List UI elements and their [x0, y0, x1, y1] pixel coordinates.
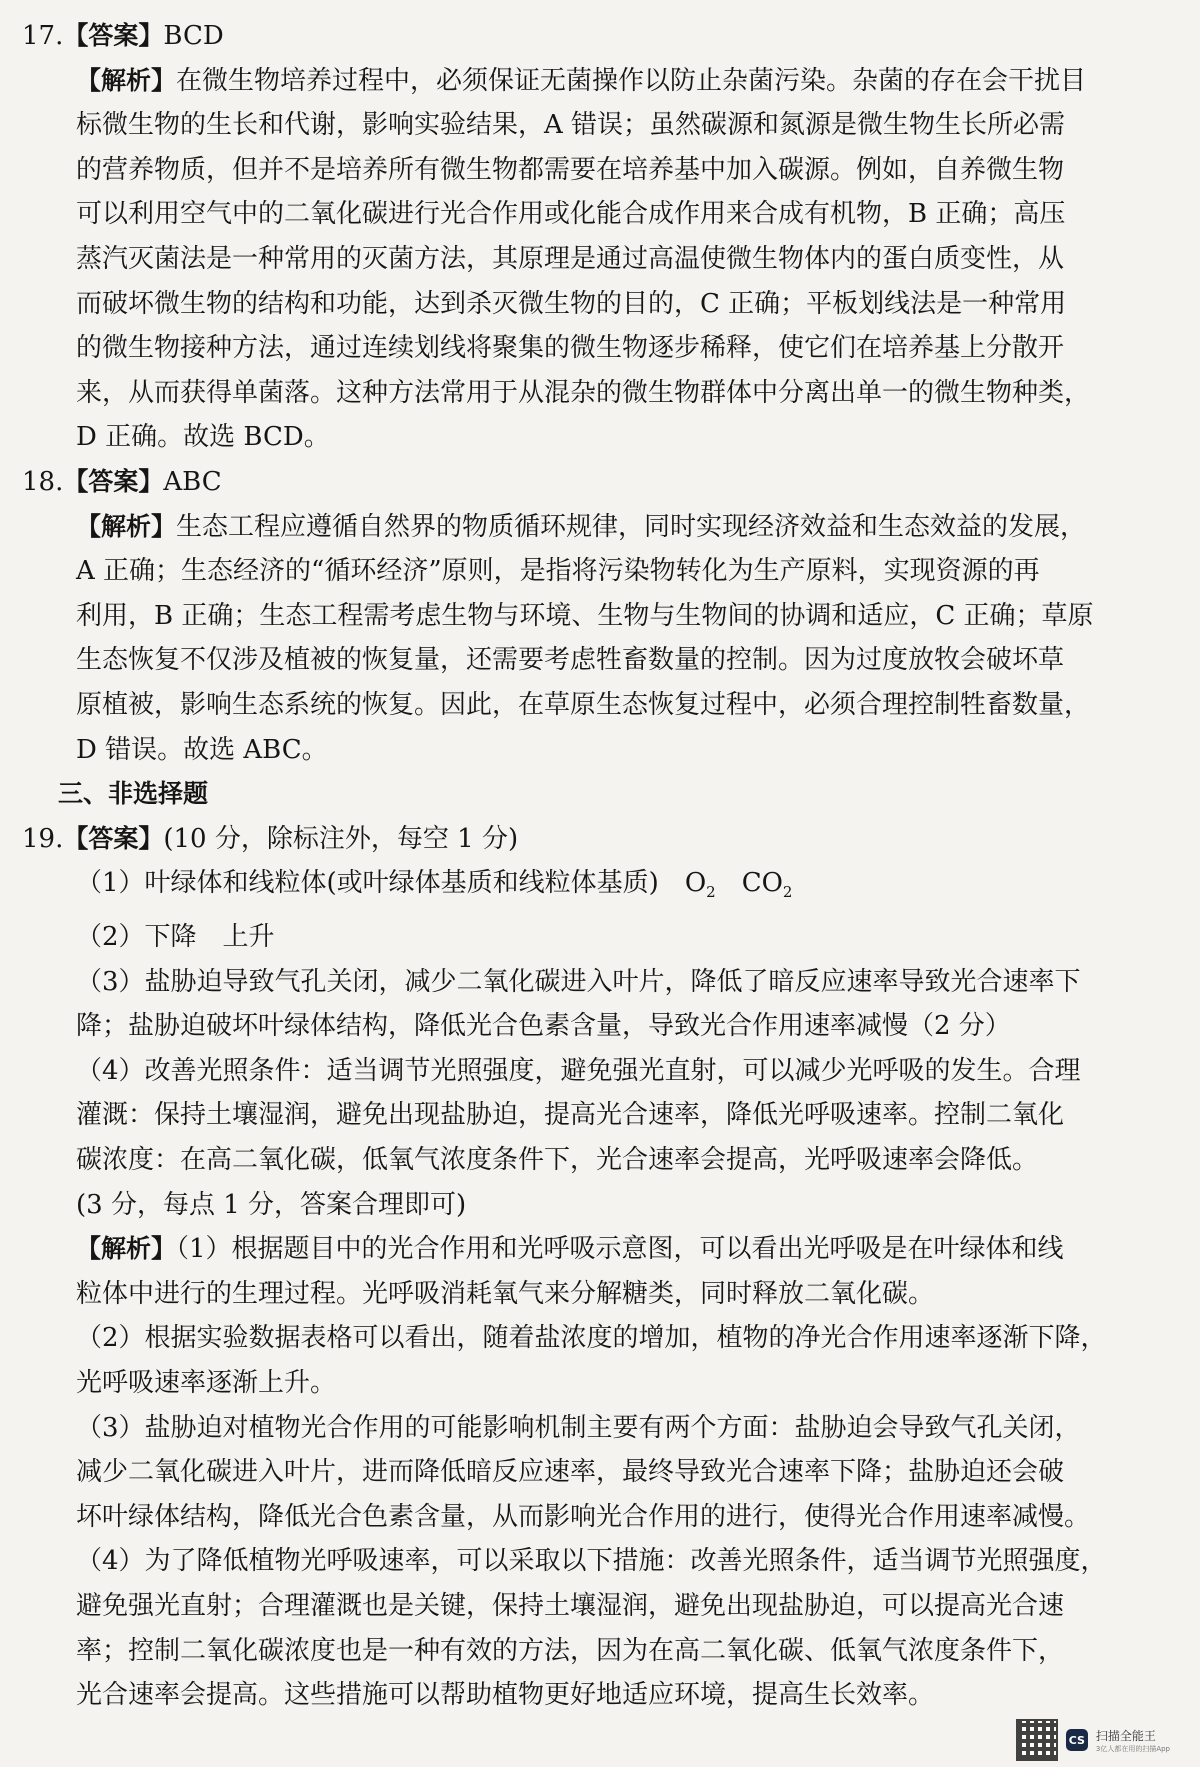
q18-answer-tag: 【答案】 [63, 466, 164, 496]
watermark-title: 扫描全能王 [1095, 1728, 1156, 1743]
q17-analysis-text: 标微生物的生长和代谢，影响实验结果，A 错误；虽然碳源和氮源是微生物生长所必需 [76, 110, 1066, 141]
q19-analysis-text: 光合速率会提高。这些措施可以帮助植物更好地适应环境，提高生长效率。 [76, 1680, 935, 1711]
q17-analysis-tag: 【解析】 [76, 65, 177, 95]
q19-analysis-text: （3）盐胁迫对植物光合作用的可能影响机制主要有两个方面：盐胁迫会导致气孔关闭， [76, 1412, 1081, 1443]
q19-answer-1-co: CO [715, 868, 783, 899]
subscript: 2 [706, 883, 716, 902]
q18-answer: ABC [163, 466, 222, 497]
q19-answer-4: 碳浓度：在高二氧化碳，低氧气浓度条件下，光合速率会提高，光呼吸速率会降低。 [76, 1145, 1039, 1176]
q17-analysis-text: 可以利用空气中的二氧化碳进行光合作用或化能合成作用来合成有机物，B 正确；高压 [76, 199, 1066, 230]
q17-analysis-line [22, 59, 1144, 104]
q19-answer-line [22, 817, 1144, 862]
q19-answer-2: （2）下降 上升 [76, 922, 275, 953]
q19-analysis-text: 粒体中进行的生理过程。光呼吸消耗氧气来分解糖类，同时释放二氧化碳。 [76, 1278, 935, 1309]
q19-number: 19. [22, 823, 64, 854]
q18-analysis-tag: 【解析】 [76, 511, 177, 541]
watermark-subtitle: 3亿人都在用的扫描App [1095, 1744, 1170, 1753]
q19-analysis-text: 坏叶绿体结构，降低光合色素含量，从而影响光合作用的进行，使得光合作用速率减慢。 [76, 1501, 1091, 1532]
q19-analysis-text: （2）根据实验数据表格可以看出，随着盐浓度的增加，植物的净光合作用速率逐渐下降， [76, 1323, 1107, 1354]
q18-answer-line [22, 460, 1144, 505]
q19-answer-4: 灌溉：保持土壤湿润，避免出现盐胁迫，提高光合速率，降低光呼吸速率。控制二氧化 [76, 1100, 1065, 1131]
watermark-text [1096, 1727, 1170, 1754]
q19-answer-3: （3）盐胁迫导致气孔关闭，减少二氧化碳进入叶片，降低了暗反应速率导致光合速率下 [76, 966, 1081, 997]
q17-analysis-text: 来，从而获得单菌落。这种方法常用于从混杂的微生物群体中分离出单一的微生物种类， [76, 377, 1091, 408]
q19-analysis-text: （1）根据题目中的光合作用和光呼吸示意图，可以看出光呼吸是在叶绿体和线 [176, 1234, 1064, 1265]
q18-number: 18. [22, 466, 64, 497]
q18-analysis-text: 生态工程应遵循自然界的物质循环规律，同时实现经济效益和生态效益的发展， [176, 511, 1087, 542]
q18-analysis-text: 利用，B 正确；生态工程需考虑生物与环境、生物与生物间的协调和适应，C 正确；草原 [76, 600, 1094, 631]
section-title: 三、非选择题 [58, 779, 209, 809]
q19-analysis-tag: 【解析】 [76, 1234, 177, 1264]
q19-answer-4: （4）改善光照条件：适当调节光照强度，避免强光直射，可以减少光呼吸的发生。合理 [76, 1055, 1081, 1086]
q17-analysis-text: 的营养物质，但并不是培养所有微生物都需要在培养基中加入碳源。例如，自养微生物 [76, 154, 1065, 185]
q19-analysis-text: 减少二氧化碳进入叶片，进而降低暗反应速率，最终导致光合速率下降；盐胁迫还会破 [76, 1457, 1065, 1488]
q18-analysis-text: D 错误。故选 ABC。 [76, 734, 328, 765]
q18-analysis-text: 原植被，影响生态系统的恢复。因此，在草原生态恢复过程中，必须合理控制牲畜数量， [76, 689, 1091, 720]
q17-analysis-text: 而破坏微生物的结构和功能，达到杀灭微生物的目的，C 正确；平板划线法是一种常用 [76, 288, 1067, 319]
q19-analysis-text: （4）为了降低植物光呼吸速率，可以采取以下措施：改善光照条件，适当调节光照强度， [76, 1546, 1107, 1577]
q19-answer-1 [22, 861, 1144, 915]
subscript: 2 [782, 883, 793, 902]
q19-answer-1-text: （1）叶绿体和线粒体(或叶绿体基质和线粒体基质) O [76, 868, 707, 899]
scanner-watermark [1016, 1719, 1170, 1761]
q17-analysis-text: 在微生物培养过程中，必须保证无菌操作以防止杂菌污染。杂菌的存在会干扰目 [176, 65, 1087, 96]
q18-analysis-line [22, 505, 1144, 550]
q17-answer-tag: 【答案】 [63, 21, 164, 50]
qr-code-icon [1016, 1719, 1058, 1761]
q19-analysis-text: 率；控制二氧化碳浓度也是一种有效的方法，因为在高二氧化碳、低氧气浓度条件下， [76, 1635, 1065, 1666]
q18-analysis-text: A 正确；生态经济的“循环经济”原则，是指将污染物转化为生产原料，实现资源的再 [76, 556, 1040, 587]
q17-number: 17. [22, 21, 64, 51]
q18-analysis-text: 生态恢复不仅涉及植被的恢复量，还需要考虑牲畜数量的控制。因为过度放牧会破坏草 [76, 645, 1065, 676]
q17-analysis-text: 蒸汽灭菌法是一种常用的灭菌方法，其原理是通过高温使微生物体内的蛋白质变性，从 [76, 243, 1065, 274]
q19-analysis-text: 避免强光直射；合理灌溉也是关键，保持土壤湿润，避免出现盐胁迫，可以提高光合速 [76, 1590, 1065, 1621]
q17-answer: BCD [163, 21, 224, 51]
q19-analysis-line [22, 1227, 1144, 1272]
q17-answer-line [22, 14, 1144, 59]
q19-answer-note: (10 分，除标注外，每空 1 分) [163, 823, 519, 854]
q19-answer-4: (3 分，每点 1 分，答案合理即可) [76, 1189, 467, 1220]
q19-answer-tag: 【答案】 [63, 823, 164, 853]
q19-answer-3: 降；盐胁迫破坏叶绿体结构，降低光合色素含量，导致光合作用速率减慢（2 分） [76, 1011, 1011, 1042]
q17-analysis-text: 的微生物接种方法，通过连续划线将聚集的微生物逐步稀释，使它们在培养基上分散开 [76, 333, 1065, 364]
camscanner-logo-icon: CS [1066, 1729, 1088, 1751]
q17-analysis-text: D 正确。故选 BCD。 [76, 422, 330, 453]
q19-analysis-text: 光呼吸速率逐渐上升。 [76, 1368, 337, 1398]
